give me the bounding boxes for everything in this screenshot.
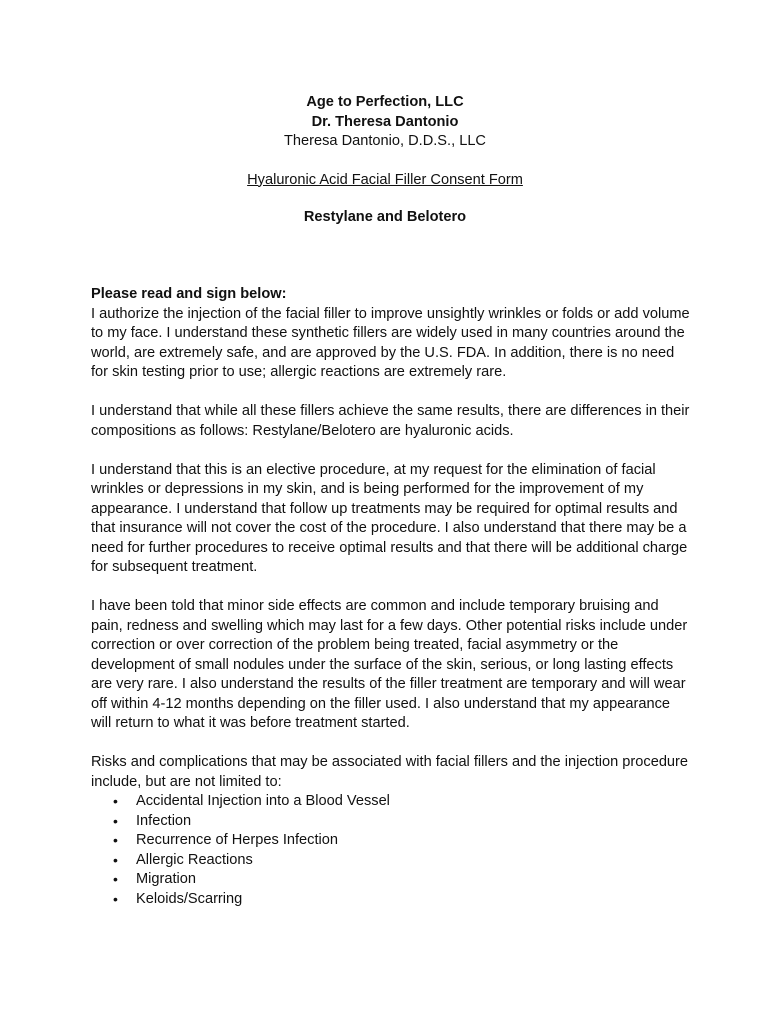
- form-title-text: Hyaluronic Acid Facial Filler Consent Form: [247, 171, 523, 188]
- risk-text: Infection: [136, 812, 192, 829]
- list-item: [91, 831, 691, 851]
- list-item: [91, 812, 691, 832]
- risk-text: Keloids/Scarring: [136, 890, 243, 907]
- risk-text: Accidental Injection into a Blood Vessel: [136, 793, 390, 809]
- risk-text: Recurrence of Herpes Infection: [136, 832, 338, 848]
- instruction-heading: Please read and sign below:: [91, 286, 287, 302]
- list-item: [91, 870, 691, 890]
- risk-text: Allergic Reactions: [136, 851, 253, 868]
- bullet-icon: •: [113, 871, 118, 887]
- list-item: [91, 890, 691, 910]
- paragraph-risks-intro: Risks and complications that may be associated with facial fillers and the injection procedure include, but are not limited to:: [91, 754, 689, 790]
- paragraph-elective: I understand that this is an elective procedure, at my request for the elimination of facial wrinkles or depressions in my skin, and is being performed for the improvement of my appearance. I understand that follow up treatments may be required for optimal results and that insurance will not cover the cost of the procedure. I also understand that there may be a need for further procedures to receive optimal results and that there will be additional charge for subsequent treatment.: [91, 461, 688, 575]
- form-title: [0, 171, 770, 191]
- paragraph-side-effects: I have been told that minor side effects are common and include temporary bruising and pain, redness and swelling which may last for a few days. Other potential risks include under correction or over correction of the problem being treated, facial asymmetry or the development of small nodules under the surface of the skin, serious, or long lasting effects are very rare. I also understand the results of the filler treatment are temporary and will wear off within 4-12 months depending on the filler used. I also understand that my appearance will return to what it was before treatment started.: [91, 598, 688, 731]
- risks-list: [91, 792, 691, 909]
- list-item: [91, 792, 691, 812]
- bullet-icon: •: [113, 890, 118, 907]
- paragraph-authorization: I authorize the injection of the facial filler to improve unsightly wrinkles or folds or add volume to my face. I understand these synthetic fillers are widely used in many countries around the world, are extremely safe, and are approved by the U.S. FDA. In addition, there is no need for skin testing prior to use; allergic reactions are extremely rare.: [91, 305, 690, 380]
- practice-name: Theresa Dantonio, D.D.S., LLC: [284, 133, 486, 149]
- list-item: [91, 851, 691, 871]
- product-names: Restylane and Belotero: [303, 209, 467, 225]
- document-body: [91, 285, 691, 909]
- document-header: [0, 93, 770, 228]
- paragraph-compositions: I understand that while all these fillers achieve the same results, there are differences in their compositions as follows: Restylane/Belotero are hyaluronic acids.: [91, 403, 690, 439]
- bullet-icon: •: [113, 793, 118, 809]
- bullet-icon: •: [113, 812, 118, 829]
- bullet-icon: •: [113, 832, 118, 848]
- doctor-name: Dr. Theresa Dantonio: [311, 113, 459, 130]
- bullet-icon: •: [113, 851, 118, 868]
- risk-text: Migration: [136, 871, 197, 887]
- company-name: Age to Perfection, LLC: [306, 94, 464, 110]
